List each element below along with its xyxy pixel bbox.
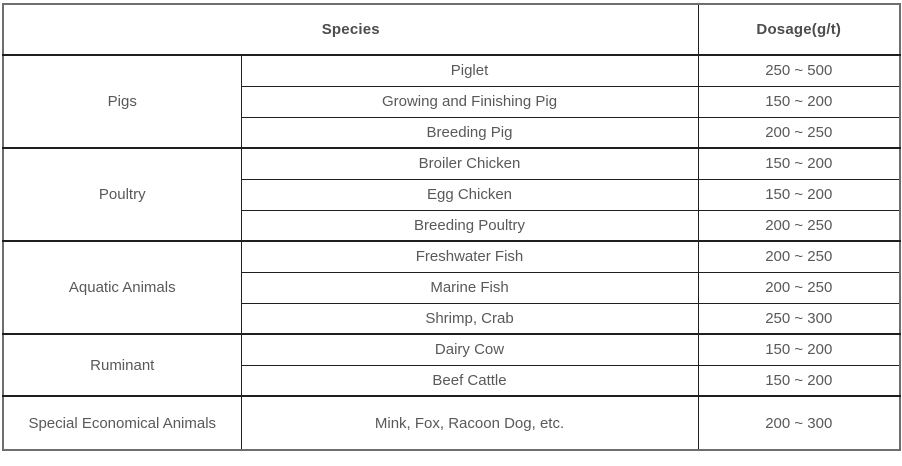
species-cell: Breeding Pig bbox=[241, 117, 698, 148]
table-row bbox=[3, 396, 900, 450]
species-group-special-economical-animals: Special Economical Animals bbox=[3, 396, 241, 450]
dosage-cell: 200 ~ 250 bbox=[698, 272, 900, 303]
dosage-cell: 250 ~ 500 bbox=[698, 55, 900, 86]
species-group-aquatic-animals: Aquatic Animals bbox=[3, 241, 241, 334]
dosage-cell: 150 ~ 200 bbox=[698, 86, 900, 117]
species-cell: Dairy Cow bbox=[241, 334, 698, 365]
table-row bbox=[3, 148, 900, 179]
dosage-cell: 200 ~ 250 bbox=[698, 241, 900, 272]
species-group-pigs: Pigs bbox=[3, 55, 241, 148]
column-header-species: Species bbox=[3, 4, 698, 55]
table-row bbox=[3, 334, 900, 365]
header-row bbox=[3, 4, 900, 55]
species-cell: Growing and Finishing Pig bbox=[241, 86, 698, 117]
dosage-cell: 150 ~ 200 bbox=[698, 365, 900, 396]
dosage-cell: 200 ~ 300 bbox=[698, 396, 900, 450]
dosage-cell: 150 ~ 200 bbox=[698, 334, 900, 365]
species-cell: Marine Fish bbox=[241, 272, 698, 303]
species-cell: Beef Cattle bbox=[241, 365, 698, 396]
table-row bbox=[3, 55, 900, 86]
species-group-ruminant: Ruminant bbox=[3, 334, 241, 396]
dosage-cell: 150 ~ 200 bbox=[698, 148, 900, 179]
column-header-dosage: Dosage(g/t) bbox=[698, 4, 900, 55]
dosage-cell: 150 ~ 200 bbox=[698, 179, 900, 210]
species-cell: Freshwater Fish bbox=[241, 241, 698, 272]
dosage-cell: 200 ~ 250 bbox=[698, 117, 900, 148]
species-cell: Breeding Poultry bbox=[241, 210, 698, 241]
species-cell: Egg Chicken bbox=[241, 179, 698, 210]
dosage-cell: 200 ~ 250 bbox=[698, 210, 900, 241]
species-cell: Mink, Fox, Racoon Dog, etc. bbox=[241, 396, 698, 450]
species-cell: Piglet bbox=[241, 55, 698, 86]
dosage-cell: 250 ~ 300 bbox=[698, 303, 900, 334]
species-group-poultry: Poultry bbox=[3, 148, 241, 241]
species-dosage-table bbox=[2, 3, 901, 451]
species-cell: Broiler Chicken bbox=[241, 148, 698, 179]
table-row bbox=[3, 241, 900, 272]
species-cell: Shrimp, Crab bbox=[241, 303, 698, 334]
